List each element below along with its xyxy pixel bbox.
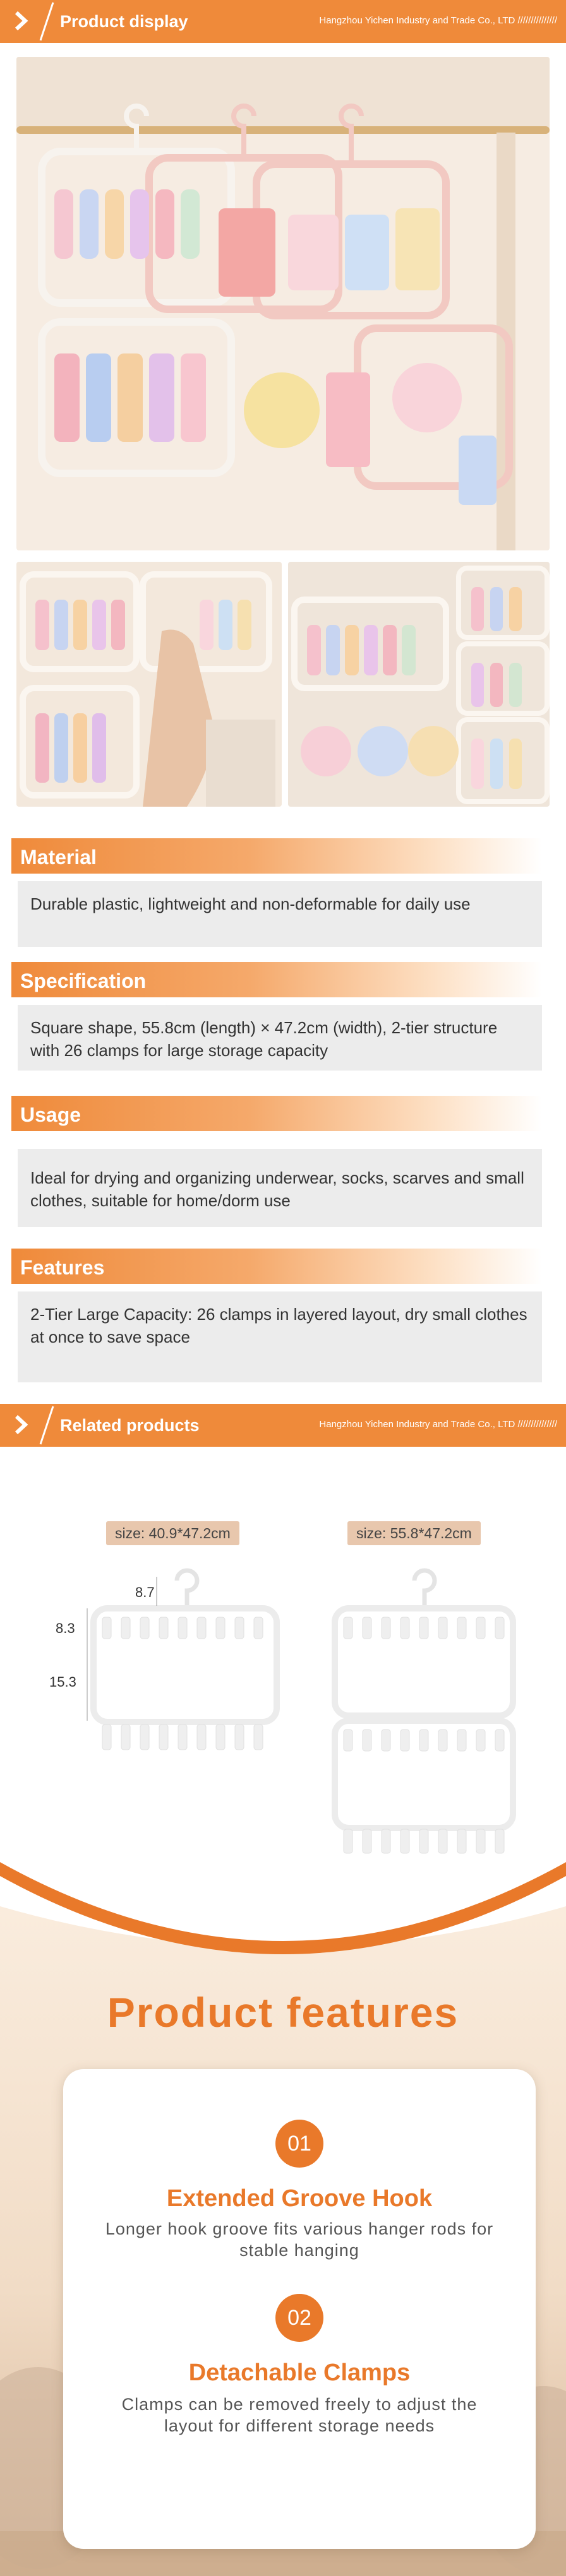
banner-title: Related products [60,1416,200,1435]
hanger-two-tier-icon [322,1567,524,1857]
chevron-right-icon [11,1414,33,1435]
main-product-photo [16,57,550,550]
related-product-1[interactable] [75,1567,289,1794]
features-card [63,2069,536,2549]
feature-2-desc: Clamps can be removed freely to adjust the layout for different storage needs [121,2395,478,2435]
feature-1-number: 01 [275,2120,323,2168]
material-heading: Material [11,838,542,874]
specification-heading: Specification [11,962,542,997]
dimension-body: 15.3 [49,1674,76,1690]
detail-photo-left [16,562,282,807]
feature-1-desc: Longer hook groove fits various hanger rods for stable hanging [105,2219,494,2260]
features-body: 2-Tier Large Capacity: 26 clamps in layered layout, dry small clothes at once to save space [18,1291,542,1382]
material-body: Durable plastic, lightweight and non-deformable for daily use [18,881,542,947]
features-heading: Features [11,1249,542,1284]
feature-1-title: Extended Groove Hook [166,2185,433,2212]
specification-body: Square shape, 55.8cm (length) × 47.2cm (width), 2-tier structure with 26 clamps for large storage capacity [18,1005,542,1071]
related-product-2[interactable] [322,1567,524,1857]
banner-title: Product display [60,12,188,31]
dimension-top: 8.3 [56,1620,75,1636]
detail-photo-right [288,562,550,807]
banner-divider-icon [37,1404,56,1447]
related-products-banner [0,1404,566,1447]
hanger-single-tier-icon [75,1567,289,1794]
feature-2-number: 02 [275,2294,323,2342]
related-product-1-size: size: 40.9*47.2cm [106,1521,239,1545]
feature-2-title: Detachable Clamps [188,2359,411,2386]
product-features-title: Product features [107,1989,459,2036]
banner-company: Hangzhou Yichen Industry and Trade Co., LTD /////////////// [319,15,557,26]
banner-divider-icon [37,0,56,43]
dimension-hook: 8.7 [135,1584,155,1600]
usage-body: Ideal for drying and organizing underwear, socks, scarves and small clothes, suitable for home/dorm use [18,1149,542,1227]
banner-company: Hangzhou Yichen Industry and Trade Co., LTD /////////////// [319,1419,557,1430]
usage-heading: Usage [11,1096,542,1131]
product-display-banner [0,0,566,43]
chevron-right-icon [11,10,33,32]
related-product-2-size: size: 55.8*47.2cm [347,1521,481,1545]
